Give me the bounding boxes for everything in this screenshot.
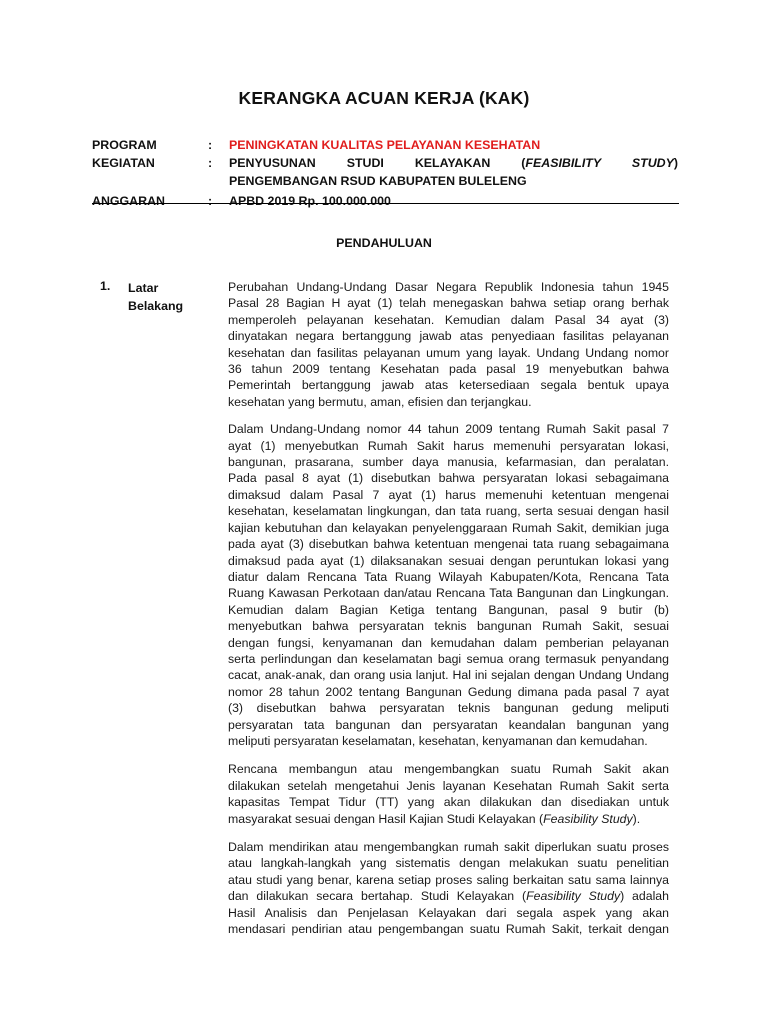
paragraph-line: Dalam Undang-Undang nomor 44 tahun 2009 tentang Rumah Sakit pasal 7	[228, 422, 669, 437]
meta-row-anggaran	[92, 192, 678, 210]
item-heading	[128, 279, 208, 315]
paragraph-line: Pemerintah bertanggung jawab atas ketersediaan segala bentuk upaya	[228, 378, 669, 393]
paragraph-line: Pada pasal 8 ayat (1) disebutkan bahwa persyaratan lokasi sebagaimana	[228, 471, 669, 486]
paragraph-4	[228, 839, 669, 937]
paragraph-line: (3) disebutkan bahwa persyaratan teknis bangunan gedung meliputi	[228, 701, 669, 716]
paragraph-line: dimaksud dalam Pasal 7 ayat (1) harus memenuhi ketentuan mengenai	[228, 487, 669, 502]
paragraph-line: atau langkah-langkah yang sistematis dengan melakukan suatu penelitian	[228, 856, 669, 871]
paragraph-line: serta perlindungan dan keselamatan bagi semua orang termasuk penyandang	[228, 651, 669, 666]
paragraph-line: Hasil Analisis dan Penjelasan Kelayakan dari segala aspek yang akan	[228, 905, 669, 920]
document-title: KERANGKA ACUAN KERJA (KAK)	[238, 88, 530, 108]
paragraph-line: dilakukan setelah mengetahui Jenis layanan Kesehatan Rumah Sakit serta	[228, 778, 669, 793]
paragraph-line: ayat (1) menyebutkan Rumah Sakit harus memenuhi persyaratan lokasi,	[228, 438, 669, 453]
paragraph-line: dengan fungsi, kenyamanan dan kemudahan dalam pemberian pelayanan	[228, 635, 669, 650]
paragraph-line: Kemudian dalam Bagian Ketiga tentang Bangunan, pasal 9 butir (b)	[228, 602, 669, 617]
paragraph-line: pada ayat (3) disebutkan bahwa ketentuan mengenai tata ruang sebagaimana	[228, 537, 669, 552]
paragraph-line: dinyatakan negara bertanggung jawab atas penyediaan fasilitas pelayanan	[228, 329, 669, 344]
text-run: ) adalah	[620, 889, 669, 904]
meta-value-program: PENINGKATAN KUALITAS PELAYANAN KESEHATAN	[229, 138, 541, 152]
item-heading-line: Belakang	[128, 299, 184, 313]
paragraph-line: menyebutkan bahwa persyaratan teknis bangunan Rumah Sakit, sesuai	[228, 619, 669, 634]
text-run: ).	[632, 811, 641, 826]
paragraph-line: atau studi yang benar, karena setiap proses saling berkaitan satu sama lainnya	[228, 872, 669, 887]
divider-line	[92, 203, 679, 204]
paragraph-line: memperoleh pelayanan kesehatan. Kemudian dalam Pasal 34 ayat (3)	[228, 312, 669, 327]
item-heading-line: Latar	[128, 281, 159, 295]
meta-value-text: PENYUSUNAN STUDI KELAYAKAN (	[229, 156, 526, 170]
paragraph-line	[228, 811, 669, 827]
paragraph-line: kajian kebutuhan dan kelayakan penyelenggaraan Rumah Sakit, demikian juga	[228, 520, 669, 535]
text-run: masyarakat sesuai dengan Hasil Kajian Studi Kelayakan (	[228, 811, 544, 826]
paragraph-3	[228, 761, 669, 827]
meta-label: PROGRAM	[92, 138, 157, 152]
italic-term: Feasibility Study	[543, 811, 633, 826]
meta-label: ANGGARAN	[92, 194, 165, 208]
paragraph-line: Dalam mendirikan atau mengembangkan rumah sakit diperlukan suatu proses	[228, 840, 669, 854]
paragraph-line: kesehatan dan fasilitas pelayanan umum yang layak. Undang Undang nomor	[228, 345, 669, 360]
meta-value-italic: FEASIBILITY STUDY	[525, 156, 674, 170]
meta-row-kegiatan	[92, 154, 678, 190]
paragraph-line: kesehatan, keselamatan lingkungan, dan tata ruang, serta sesuai dengan hasil	[228, 504, 669, 519]
paragraph-2	[228, 421, 669, 749]
text-run: dan dilakukan secara bertahap. Studi Kelayakan (	[228, 889, 527, 904]
paragraph-line: persyaratan tata bangunan dan persyaratan keandalan bangunan yang	[228, 717, 669, 732]
paragraph-line: bangunan, prasarana, sumber daya manusia, kefarmasian, dan peralatan.	[228, 455, 669, 470]
meta-colon: :	[208, 138, 213, 152]
paragraph-1	[228, 279, 669, 410]
paragraph-line: Ruang Kawasan Perkotaan dan/atau Rencana Tata Bangunan dan Lingkungan.	[228, 586, 669, 601]
paragraph-line: mendasari pendirian atau pengembangan suatu Rumah Sakit, terkait dengan	[228, 922, 669, 937]
meta-value-anggaran: APBD 2019 Rp. 100.000.000	[229, 194, 391, 208]
metadata-table	[92, 136, 678, 210]
paragraph-line: Pasal 28 Bagian H ayat (1) telah menegaskan bahwa setiap orang berhak	[228, 296, 669, 311]
paragraph-line: Rencana membangun atau mengembangkan suatu Rumah Sakit akan	[228, 762, 669, 777]
meta-label: KEGIATAN	[92, 156, 155, 170]
paragraph-line: kesehatan yang bermutu, aman, efisien dan terjangkau.	[228, 394, 532, 409]
paragraph-line: Perubahan Undang-Undang Dasar Negara Republik Indonesia tahun 1945	[228, 280, 669, 294]
item-number: 1.	[100, 279, 111, 293]
paragraph-line: diatur dalam Rencana Tata Ruang Wilayah Kabupaten/Kota, Rencana Tata	[228, 569, 669, 584]
paragraph-line: dimaksud pada ayat (1) dilaksanakan sesuai dengan peruntukan lokasi yang	[228, 553, 669, 568]
section-title: PENDAHULUAN	[336, 236, 432, 250]
meta-value-text: ) PENGEMBANGAN RSUD KABUPATEN BULELENG	[229, 156, 678, 188]
meta-colon: :	[208, 194, 213, 208]
body-text	[228, 279, 669, 949]
meta-colon: :	[208, 156, 213, 170]
paragraph-line: 36 tahun 2009 tentang Kesehatan pada pasal 19 menyebutkan bahwa	[228, 362, 669, 377]
italic-term: Feasibility Study	[526, 889, 621, 904]
meta-row-program	[92, 136, 678, 154]
paragraph-line: cacat, anak-anak, dan orang usia lanjut. Hal ini sejalan dengan Undang Undang	[228, 668, 669, 683]
paragraph-line: nomor 28 tahun 2002 tentang Bangunan Gedung dimana pada pasal 7 ayat	[228, 684, 669, 699]
meta-value-kegiatan	[229, 154, 678, 190]
paragraph-line: meliputi persyaratan keselamatan, kesehatan, kenyamanan dan kemudahan.	[228, 733, 648, 748]
paragraph-line: kapasitas Tempat Tidur (TT) yang akan dilakukan dan disediakan untuk	[228, 795, 669, 810]
paragraph-line	[228, 888, 669, 904]
